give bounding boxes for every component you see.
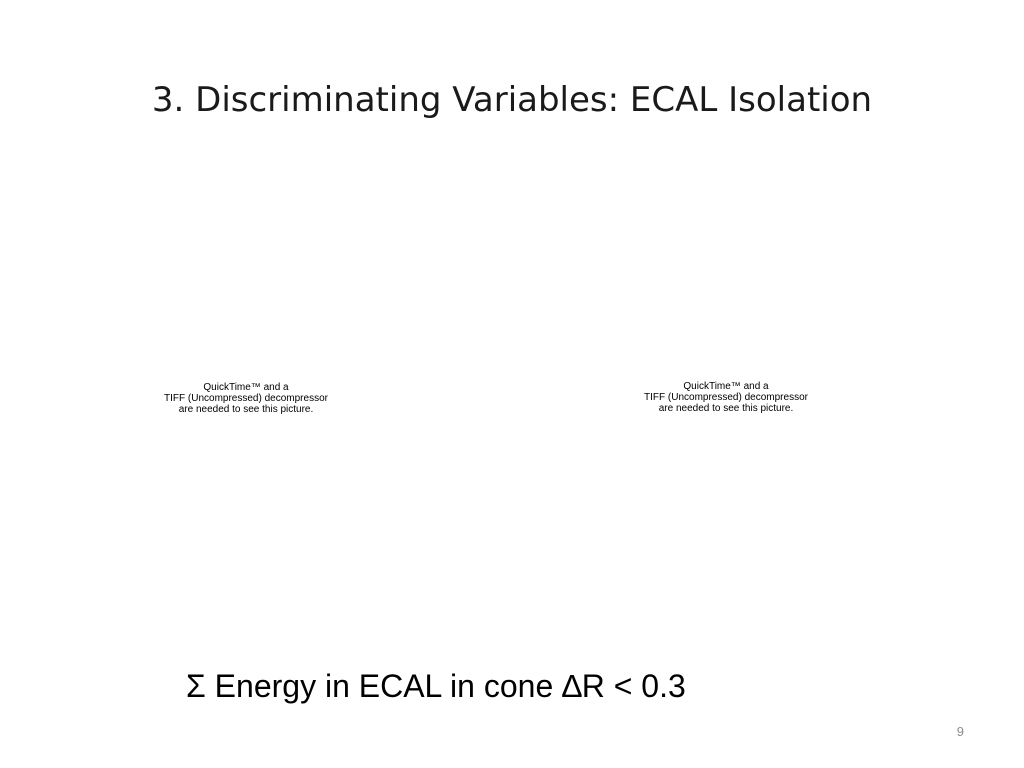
placeholder-line: are needed to see this picture.	[658, 403, 794, 414]
slide-caption: Σ Energy in ECAL in cone ∆R < 0.3	[186, 668, 686, 704]
placeholder-line: are needed to see this picture.	[178, 404, 314, 415]
missing-picture-placeholder-right	[606, 381, 846, 414]
slide-title: 3. Discriminating Variables: ECAL Isolation	[151, 80, 873, 120]
placeholder-line: QuickTime™ and a	[683, 381, 769, 392]
placeholder-line: QuickTime™ and a	[203, 382, 289, 393]
missing-picture-placeholder-left	[126, 382, 366, 415]
slide-number: 9	[956, 724, 964, 739]
placeholder-line: TIFF (Uncompressed) decompressor	[164, 393, 328, 404]
placeholder-line: TIFF (Uncompressed) decompressor	[644, 392, 808, 403]
